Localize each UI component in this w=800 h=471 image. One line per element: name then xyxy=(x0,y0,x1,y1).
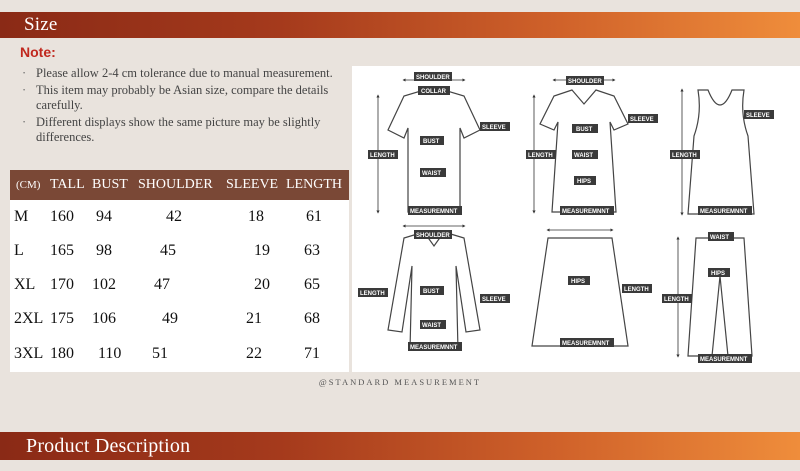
table-row xyxy=(10,268,349,302)
shoulder-cell: 49 xyxy=(162,310,178,327)
label-shoulder: SHOULDER xyxy=(416,75,450,81)
label-measurement: MEASUREMNNT xyxy=(410,209,458,215)
label-sleeve: SLEEVE xyxy=(482,297,506,303)
table-row xyxy=(10,200,349,234)
label-length: LENGTH xyxy=(370,153,395,159)
table-row xyxy=(10,336,349,372)
product-description-banner xyxy=(0,432,800,460)
label-measurement: MEASUREMNNT xyxy=(562,341,610,347)
label-measurement: MEASUREMNNT xyxy=(562,209,610,215)
size-title: Size xyxy=(24,14,58,35)
size-cell: L xyxy=(14,242,24,259)
length-cell: 68 xyxy=(304,310,320,327)
table-header-row xyxy=(10,170,349,200)
label-collar: COLLAR xyxy=(421,89,446,95)
label-shoulder: SHOULDER xyxy=(568,79,602,85)
bust-cell: 106 xyxy=(92,310,116,327)
sleeve-cell: 18 xyxy=(248,208,264,225)
label-length: LENGTH xyxy=(624,287,649,293)
length-cell: 63 xyxy=(304,242,320,259)
shoulder-cell: 42 xyxy=(166,208,182,225)
label-bust: BUST xyxy=(423,289,440,295)
note-list xyxy=(22,66,342,147)
label-bust: BUST xyxy=(423,139,440,145)
label-sleeve: SLEEVE xyxy=(630,117,654,123)
sleeve-cell: 20 xyxy=(254,276,270,293)
standard-measurement-caption: @STANDARD MEASUREMENT xyxy=(318,377,482,387)
label-measurement: MEASUREMNNT xyxy=(700,357,748,363)
note-item: · Please allow 2-4 cm tolerance due to manual measurement. xyxy=(22,66,342,81)
note-item: · Different displays show the same picture may be slightly differences. xyxy=(22,115,342,145)
bust-cell: 110 xyxy=(98,345,122,362)
label-sleeve: SLEEVE xyxy=(482,125,506,131)
label-bust: BUST xyxy=(576,127,593,133)
label-hips: HIPS xyxy=(711,271,726,277)
shoulder-cell: 51 xyxy=(152,345,168,362)
label-length: LENGTH xyxy=(360,291,385,297)
size-cell: 3XL xyxy=(14,345,44,362)
pants-outline xyxy=(688,238,752,356)
label-shoulder: SHOULDER xyxy=(416,233,450,239)
sleeve-cell: 22 xyxy=(246,345,262,362)
product-description-title: Product Description xyxy=(26,435,191,457)
shoulder-cell: 45 xyxy=(160,242,176,259)
label-waist: WAIST xyxy=(422,171,441,177)
tshirt-outline xyxy=(388,90,480,212)
label-length: LENGTH xyxy=(664,297,689,303)
column-header-unit: (CM) xyxy=(16,179,41,191)
table-row xyxy=(10,302,349,336)
tall-cell: 175 xyxy=(50,310,74,327)
note-item: · This item may probably be Asian size, compare the details carefully. xyxy=(22,83,342,113)
sleeve-cell: 21 xyxy=(246,310,262,327)
label-hips: HIPS xyxy=(571,279,586,285)
label-waist: WAIST xyxy=(574,153,593,159)
length-cell: 61 xyxy=(306,208,322,225)
tall-cell: 180 xyxy=(50,345,74,362)
label-hips: HIPS xyxy=(577,179,592,185)
column-header-length: LENGTH xyxy=(286,177,342,192)
size-cell: 2XL xyxy=(14,310,44,327)
size-table xyxy=(10,170,349,372)
label-length: LENGTH xyxy=(672,153,697,159)
skirt-outline xyxy=(532,238,628,346)
tall-cell: 165 xyxy=(50,242,74,259)
label-waist: WAIST xyxy=(710,235,729,241)
length-cell: 65 xyxy=(304,276,320,293)
size-banner xyxy=(0,12,800,38)
column-header-sleeve: SLEEVE xyxy=(226,177,279,192)
label-sleeve: SLEEVE xyxy=(746,113,770,119)
column-header-tall: TALL xyxy=(50,177,85,192)
bust-cell: 94 xyxy=(96,208,112,225)
size-cell: M xyxy=(14,208,29,225)
note-title: Note: xyxy=(20,44,56,60)
length-cell: 71 xyxy=(304,345,320,362)
sleeve-cell: 19 xyxy=(254,242,270,259)
size-cell: XL xyxy=(14,276,36,293)
tall-cell: 170 xyxy=(50,276,74,293)
label-measurement: MEASUREMNNT xyxy=(700,209,748,215)
label-waist: WAIST xyxy=(422,323,441,329)
bust-cell: 98 xyxy=(96,242,112,259)
column-header-bust: BUST xyxy=(92,177,128,192)
column-header-shoulder: SHOULDER xyxy=(138,177,213,192)
label-length: LENGTH xyxy=(528,153,553,159)
table-row xyxy=(10,234,349,268)
bust-cell: 102 xyxy=(92,276,116,293)
tall-cell: 160 xyxy=(50,208,74,225)
shoulder-cell: 47 xyxy=(154,276,170,293)
measurement-diagrams xyxy=(352,66,800,372)
label-measurement: MEASUREMNNT xyxy=(410,345,458,351)
